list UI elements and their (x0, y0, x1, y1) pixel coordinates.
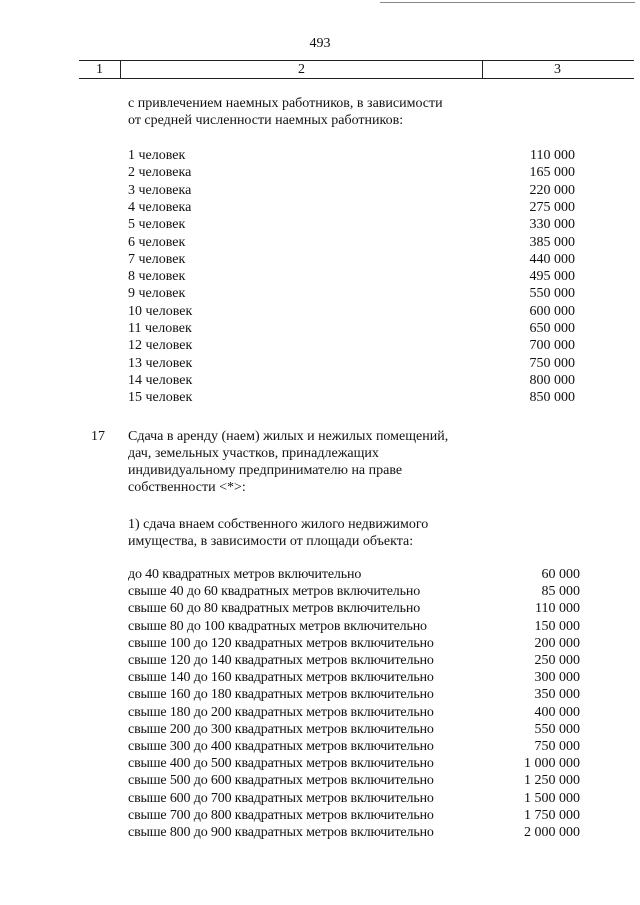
item-17-number: 17 (91, 429, 105, 444)
row-label: свыше 800 до 900 квадратных метров включительно (128, 825, 434, 840)
table-row (0, 652, 640, 669)
table-row (0, 147, 640, 164)
row-label: свыше 100 до 120 квадратных метров включительно (128, 635, 434, 651)
table-row (0, 372, 640, 389)
row-value: 330 000 (529, 217, 575, 233)
table-row (0, 807, 640, 824)
row-label: свыше 180 до 200 квадратных метров включительно (128, 704, 434, 720)
subitem-1-line: 1) сдача внаем собственного жилого недвижимого (128, 517, 429, 532)
row-value: 85 000 (541, 584, 580, 600)
table-row (0, 669, 640, 686)
row-label: свыше 700 до 800 квадратных метров включительно (128, 807, 434, 823)
table-row (0, 199, 640, 216)
table-row (0, 704, 640, 721)
table-row (0, 251, 640, 268)
table-row (0, 824, 640, 841)
table-row (0, 635, 640, 652)
table-row (0, 303, 640, 320)
scan-edge-line (380, 2, 635, 3)
table-row (0, 618, 640, 635)
table-row (0, 320, 640, 337)
row-value: 750 000 (529, 355, 575, 371)
table-header-row (79, 60, 634, 79)
table-header-col-3: 3 (554, 62, 561, 77)
row-value: 800 000 (529, 372, 575, 388)
intro-paragraph (128, 95, 443, 129)
table-row (0, 755, 640, 772)
item-17-title-line: дач, земельных участков, принадлежащих (128, 446, 379, 461)
row-value: 400 000 (534, 704, 580, 720)
table-row (0, 790, 640, 807)
row-label: свыше 80 до 100 квадратных метров включительно (128, 618, 427, 634)
row-label: свыше 140 до 160 квадратных метров включительно (128, 670, 434, 686)
row-value: 550 000 (529, 286, 575, 302)
row-value: 60 000 (541, 567, 580, 582)
row-value: 385 000 (529, 234, 575, 250)
row-label: 9 человек (128, 286, 186, 302)
row-label: свыше 500 до 600 квадратных метров включительно (128, 773, 434, 789)
intro-line: от средней численности наемных работников: (128, 113, 404, 128)
row-value: 1 250 000 (524, 773, 580, 789)
row-label: 15 человек (128, 390, 193, 406)
row-label: свыше 120 до 140 квадратных метров включительно (128, 653, 434, 668)
row-value: 1 000 000 (524, 756, 580, 772)
row-value: 1 500 000 (524, 790, 580, 806)
page-number: 493 (309, 36, 331, 51)
row-value: 850 000 (529, 390, 575, 406)
row-value: 150 000 (534, 618, 580, 634)
subitem-1-heading (128, 516, 428, 550)
row-label: 3 человека (128, 182, 192, 198)
table-row (0, 355, 640, 372)
subitem-1-line: имущества, в зависимости от площади объекта: (128, 534, 414, 549)
row-label: 5 человек (128, 217, 186, 233)
table-row (0, 234, 640, 251)
row-label: 14 человек (128, 372, 193, 388)
row-label: 2 человека (128, 165, 192, 181)
table-row (0, 686, 640, 703)
row-value: 110 000 (530, 148, 575, 163)
table-row (0, 182, 640, 199)
row-label: 10 человек (128, 303, 193, 319)
row-value: 650 000 (529, 321, 575, 336)
row-label: свыше 600 до 700 квадратных метров включительно (128, 790, 434, 806)
table-row (0, 738, 640, 755)
row-label: свыше 60 до 80 квадратных метров включительно (128, 601, 421, 617)
row-value: 220 000 (529, 182, 575, 198)
row-label: свыше 400 до 500 квадратных метров включительно (128, 756, 434, 772)
table-row (0, 566, 640, 583)
table-row (0, 600, 640, 617)
row-value: 275 000 (529, 199, 575, 215)
row-value: 250 000 (534, 653, 580, 668)
table-header-col-1: 1 (96, 62, 103, 77)
intro-line: с привлечением наемных работников, в зависимости (128, 96, 443, 111)
row-value: 700 000 (529, 338, 575, 354)
row-label: 7 человек (128, 251, 186, 267)
table-row (0, 389, 640, 406)
table-row (0, 337, 640, 354)
row-value: 600 000 (529, 303, 575, 319)
row-label: 8 человек (128, 269, 186, 285)
row-value: 550 000 (534, 721, 580, 737)
row-value: 750 000 (534, 739, 580, 754)
row-value: 200 000 (534, 635, 580, 651)
row-value: 440 000 (529, 251, 575, 267)
table-row (0, 285, 640, 302)
row-value: 495 000 (529, 269, 575, 285)
item-17-title-line: собственности <*>: (128, 480, 246, 495)
table-row (0, 583, 640, 600)
row-value: 1 750 000 (524, 807, 580, 823)
row-value: 350 000 (534, 687, 580, 703)
table-row (0, 216, 640, 233)
table-header-col-2: 2 (120, 61, 483, 78)
row-label: до 40 квадратных метров включительно (128, 567, 362, 582)
row-label: свыше 200 до 300 квадратных метров включительно (128, 721, 434, 737)
item-17-title-line: Сдача в аренду (наем) жилых и нежилых помещений, (128, 429, 449, 444)
row-label: свыше 300 до 400 квадратных метров включительно (128, 739, 434, 754)
table-row (0, 164, 640, 181)
row-label: 4 человека (128, 199, 192, 215)
table-row (0, 268, 640, 285)
row-label: 11 человек (128, 321, 192, 336)
table-row (0, 721, 640, 738)
table-row (0, 772, 640, 789)
item-17-title (128, 428, 448, 496)
row-value: 2 000 000 (524, 825, 580, 840)
row-label: свыше 40 до 60 квадратных метров включительно (128, 584, 421, 600)
row-label: свыше 160 до 180 квадратных метров включительно (128, 687, 434, 703)
row-label: 12 человек (128, 338, 193, 354)
row-label: 6 человек (128, 234, 186, 250)
item-17-title-line: индивидуальному предпринимателю на праве (128, 463, 403, 478)
row-value: 165 000 (529, 165, 575, 181)
row-value: 110 000 (535, 601, 580, 617)
row-value: 300 000 (534, 670, 580, 686)
row-label: 1 человек (128, 148, 186, 163)
row-label: 13 человек (128, 355, 193, 371)
